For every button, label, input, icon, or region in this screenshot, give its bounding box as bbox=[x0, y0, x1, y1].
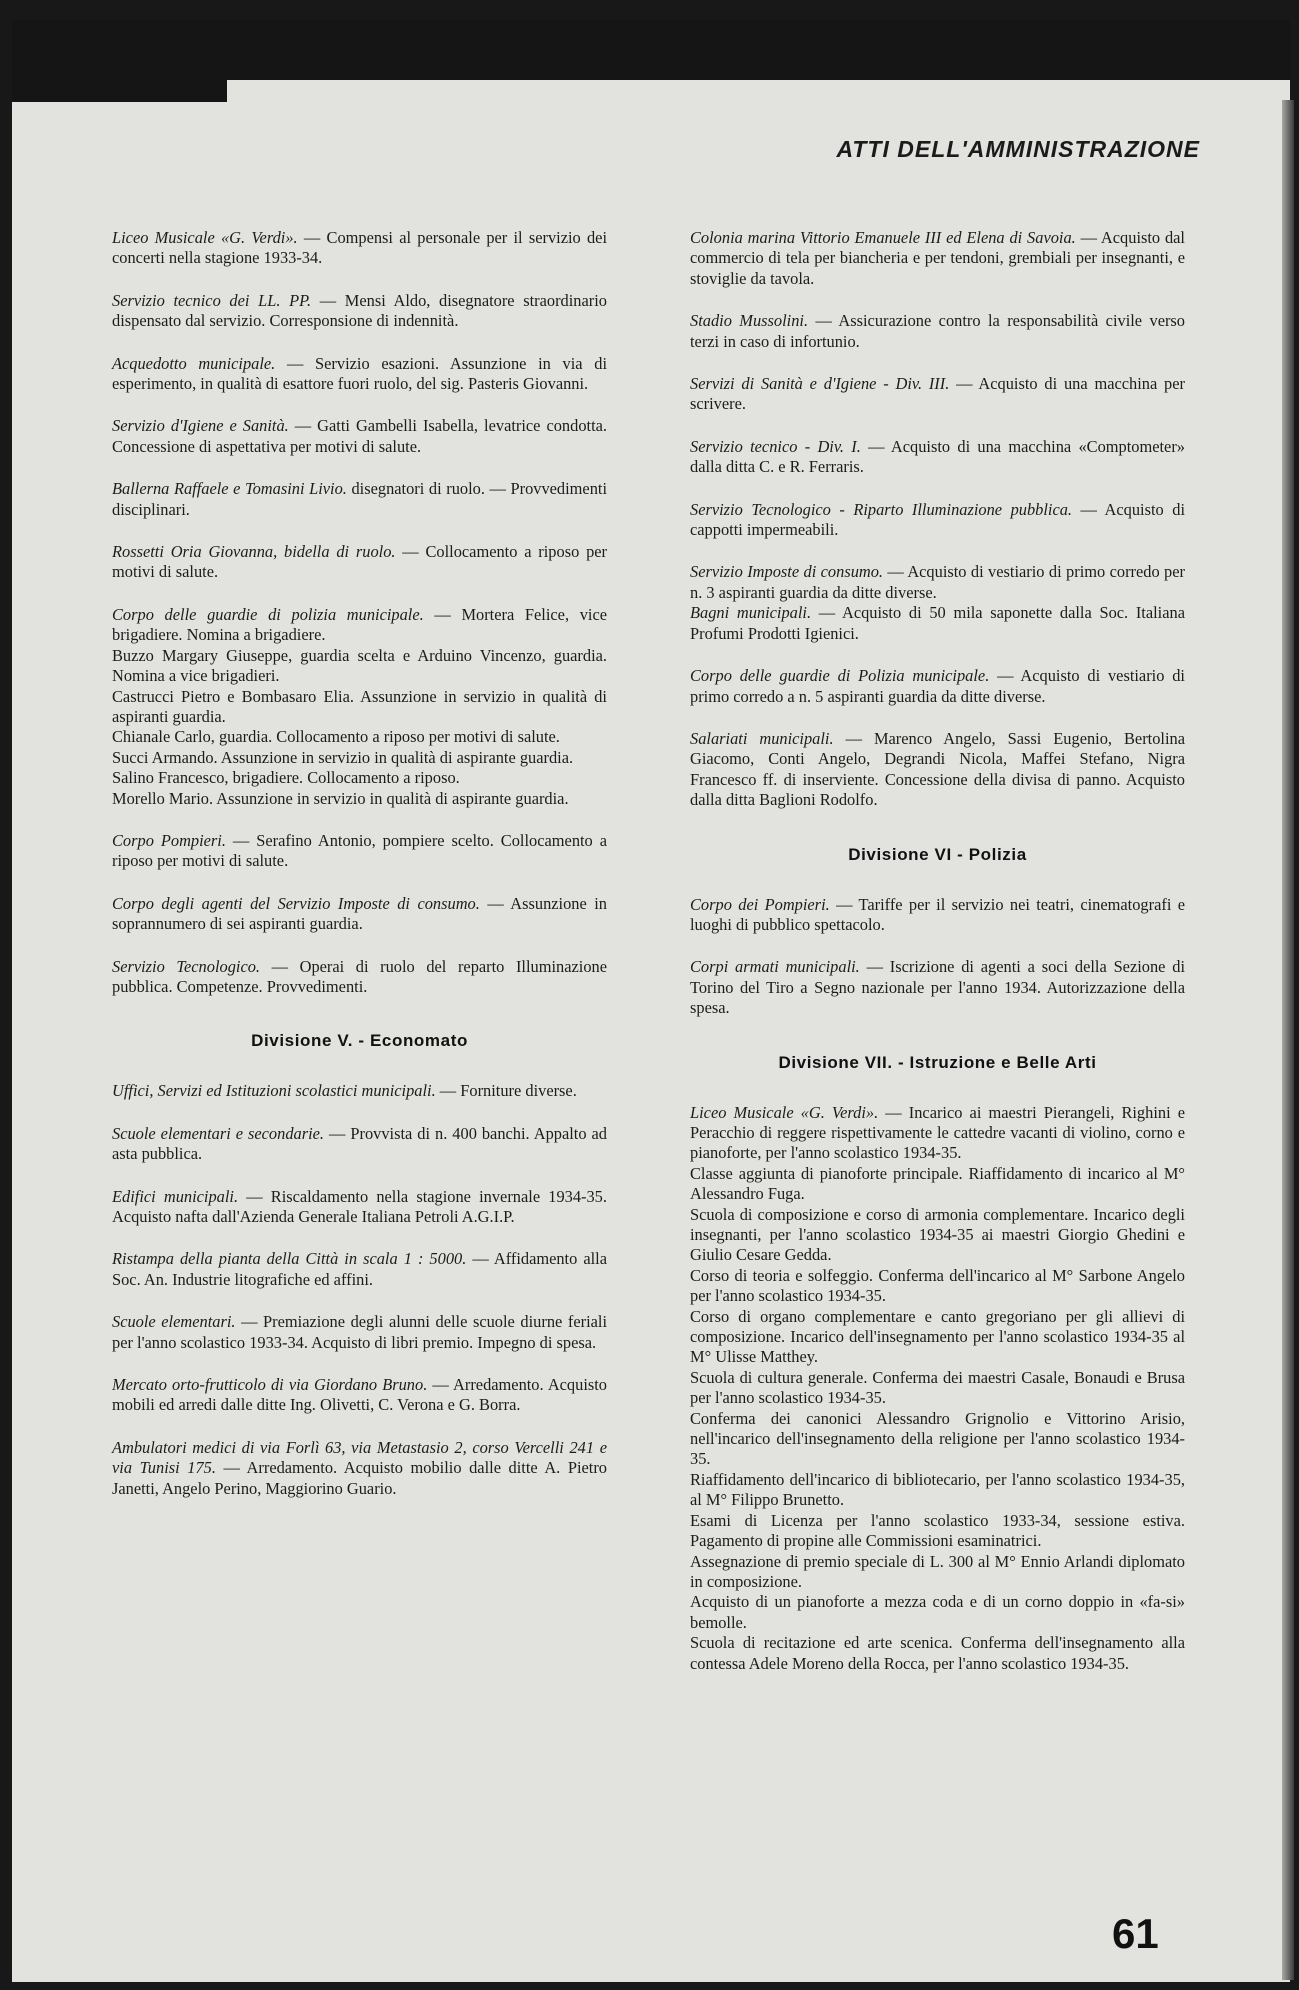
entry-heading: Servizi di Sanità e d'Igiene - Div. III. bbox=[690, 374, 950, 394]
entry-heading: Corpo dei Pompieri. bbox=[690, 894, 830, 914]
entry-paragraph bbox=[690, 311, 1185, 352]
entry-heading: Bagni municipali. bbox=[690, 603, 812, 623]
entry-paragraph bbox=[112, 1438, 607, 1499]
entry-subline: Salino Francesco, brigadiere. Collocamento a riposo. bbox=[112, 768, 460, 788]
entry-subline: Succi Armando. Assunzione in servizio in qualità di aspirante guardia. bbox=[112, 747, 574, 767]
scan-top-border-notch bbox=[12, 20, 227, 102]
entry-heading: Acquedotto municipale. bbox=[112, 353, 276, 373]
entry-text: — Mortera Felice, vice brigadiere. Nomina a brigadiere. bbox=[112, 604, 607, 645]
entry-heading: Ambulatori medici di via Forlì 63, via Metastasio 2, corso Vercelli 241 e via Tunisi 175. bbox=[112, 1437, 607, 1478]
entry-subline: Castrucci Pietro e Bombasaro Elia. Assunzione in servizio in qualità di aspiranti guardia. bbox=[112, 686, 607, 726]
entry-text: — Assunzione in soprannumero di sei aspiranti guardia. bbox=[112, 893, 607, 934]
entry-paragraph bbox=[112, 605, 607, 809]
entry-subline: Assegnazione di premio speciale di L. 300 al M° Ennio Arlandi diplomato in composizione. bbox=[690, 1551, 1185, 1591]
entry-text: — Riscaldamento nella stagione invernale 1934-35. Acquisto nafta dall'Azienda Generale Italiana Petroli A.G.I.P. bbox=[112, 1186, 607, 1226]
entry-paragraph bbox=[112, 1124, 607, 1165]
entry-subline: Acquisto di un pianoforte a mezza coda e di un corno doppio in «fa-si» bemolle. bbox=[690, 1592, 1185, 1632]
entry-text: — Mensi Aldo, disegnatore straordinario dispensato dal servizio. Corresponsione di indennità. bbox=[112, 290, 607, 331]
entry-heading: Servizio tecnico - Div. I. bbox=[690, 436, 861, 456]
entry-paragraph bbox=[112, 1081, 607, 1101]
entry-paragraph bbox=[112, 479, 607, 520]
entry-heading: Scuole elementari. bbox=[112, 1312, 236, 1332]
entry-paragraph bbox=[690, 500, 1185, 541]
entry-subline: Morello Mario. Assunzione in servizio in qualità di aspirante guardia. bbox=[112, 788, 569, 808]
entry-subline: Buzzo Margary Giuseppe, guardia scelta e Arduino Vincenzo, guardia. Nomina a vice brigadieri. bbox=[112, 645, 607, 686]
entry-text: disegnatori di ruolo. — Provvedimenti disciplinari. bbox=[112, 479, 608, 519]
entry-paragraph bbox=[690, 562, 1185, 644]
entry-subline: Scuola di composizione e corso di armonia complementare. Incarico degli insegnanti, per l'anno scolastico 1934-35 ai maestri Giorgio Ghedini e Giulio Cesare Gedda. bbox=[690, 1204, 1185, 1265]
entry-heading: Corpo Pompieri. bbox=[112, 830, 226, 850]
scan-right-edge bbox=[1282, 100, 1294, 1980]
document-page bbox=[12, 20, 1290, 1982]
entry-paragraph bbox=[112, 957, 607, 998]
entry-text: — Servizio esazioni. Assunzione in via di esperimento, in qualità di esattore fuori ruolo, del sig. Pasteris Giovanni. bbox=[112, 353, 608, 394]
entry-heading: Corpi armati municipali. bbox=[690, 957, 860, 977]
entry-subline: Esami di Licenza per l'anno scolastico 1933-34, sessione estiva. Pagamento di propine alle Commissioni esaminatrici. bbox=[690, 1510, 1185, 1551]
entry-heading: Corpo delle guardie di Polizia municipale. bbox=[690, 666, 990, 686]
entry-heading: Stadio Mussolini. bbox=[690, 311, 809, 331]
entry-paragraph bbox=[112, 291, 607, 332]
entry-heading: Servizio Tecnologico. bbox=[112, 956, 261, 976]
entry-heading: Scuole elementari e secondarie. bbox=[112, 1123, 325, 1143]
entry-text: — Acquisto di vestiario di primo corredo a n. 5 aspiranti guardia da ditte diverse. bbox=[690, 666, 1185, 706]
entry-text: — Affidamento alla Soc. An. Industrie litografiche ed affini. bbox=[112, 1249, 607, 1289]
entry-heading: Corpo degli agenti del Servizio Imposte di consumo. bbox=[112, 893, 480, 913]
entry-paragraph bbox=[112, 354, 607, 395]
entry-text: — Serafino Antonio, pompiere scelto. Collocamento a riposo per motivi di salute. bbox=[112, 830, 607, 871]
entry-text: — Acquisto di una macchina «Comptometer» dalla ditta C. e R. Ferraris. bbox=[690, 436, 1185, 477]
entry-heading: Colonia marina Vittorio Emanuele III ed Elena di Savoia. bbox=[690, 228, 1076, 247]
entry-paragraph bbox=[690, 437, 1185, 478]
entry-text: — Gatti Gambelli Isabella, levatrice condotta. Concessione di aspettativa per motivi di salute. bbox=[112, 416, 608, 456]
right-column bbox=[690, 228, 1185, 1696]
running-header: ATTI DELL'AMMINISTRAZIONE bbox=[836, 136, 1200, 162]
entry-heading: Corpo delle guardie di polizia municipale. bbox=[112, 604, 424, 624]
entry-subline: Scuola di recitazione ed arte scenica. Conferma dell'insegnamento alla contessa Adele Moreno della Rocca, per l'anno scolastico 1934-35. bbox=[690, 1633, 1185, 1673]
entry-paragraph bbox=[112, 1312, 607, 1353]
entry-text: — Acquisto dal commercio di tela per biancheria e per tendoni, grembiali per insegnanti, e stoviglie da tavola. bbox=[690, 228, 1185, 288]
entry-heading: Servizio tecnico dei LL. PP. bbox=[112, 290, 312, 310]
entry-heading: Edifici municipali. bbox=[112, 1186, 239, 1206]
entry-paragraph bbox=[112, 1187, 607, 1228]
entry-text: — Operai di ruolo del reparto Illuminazione pubblica. Competenze. Provvedimenti. bbox=[112, 956, 607, 996]
entry-subline: Chianale Carlo, guardia. Collocamento a riposo per motivi di salute. bbox=[112, 727, 560, 747]
entry-paragraph bbox=[690, 895, 1185, 936]
page-number: 61 bbox=[1112, 1910, 1159, 1957]
entry-heading: Liceo Musicale «G. Verdi». bbox=[690, 1102, 879, 1122]
entry-paragraph bbox=[690, 1103, 1185, 1674]
entry-paragraph bbox=[690, 228, 1185, 289]
entry-text: — Acquisto di cappotti impermeabili. bbox=[690, 499, 1186, 540]
entry-paragraph bbox=[112, 1375, 607, 1416]
entry-text: — Acquisto di una macchina per scrivere. bbox=[690, 374, 1185, 414]
entry-paragraph bbox=[112, 1249, 607, 1290]
entry-heading: Liceo Musicale «G. Verdi». bbox=[112, 228, 298, 247]
entry-paragraph bbox=[112, 228, 607, 269]
entry-paragraph bbox=[112, 542, 607, 583]
entry-text: — Compensi al personale per il servizio dei concerti nella stagione 1933-34. bbox=[112, 228, 607, 268]
entry-paragraph bbox=[690, 374, 1185, 415]
entry-text: — Incarico ai maestri Pierangeli, Righini e Peracchio di reggere rispettivamente le cattedre vacanti di violino, corno e pianoforte, per l'anno scolastico 1934-35. bbox=[690, 1102, 1185, 1163]
entry-heading: Servizio d'Igiene e Sanità. bbox=[112, 416, 289, 436]
entry-subline: Riaffidamento dell'incarico di bibliotecario, per l'anno scolastico 1934-35, al M° Filippo Brunetto. bbox=[690, 1469, 1185, 1510]
division-heading: Divisione V. - Economato bbox=[251, 1031, 468, 1051]
entry-paragraph bbox=[690, 957, 1185, 1018]
entry-text: — Premiazione degli alunni delle scuole diurne feriali per l'anno scolastico 1933-34. Acquisto di libri premio. Impegno di spesa. bbox=[112, 1312, 608, 1352]
entry-text: — Assicurazione contro la responsabilità civile verso terzi in caso di infortunio. bbox=[690, 311, 1185, 351]
entry-text: — Arredamento. Acquisto mobilio dalle ditte A. Pietro Janetti, Angelo Perino, Maggiorino Guario. bbox=[112, 1458, 607, 1498]
entry-text: — Acquisto di vestiario di primo corredo per n. 3 aspiranti guardia da ditte diverse. bbox=[690, 562, 1185, 602]
entry-paragraph bbox=[112, 831, 607, 872]
entry-subline: Corso di teoria e solfeggio. Conferma dell'incarico al M° Sarbone Angelo per l'anno scolastico 1934-35. bbox=[690, 1265, 1185, 1306]
left-column bbox=[112, 228, 607, 1521]
entry-text: — Forniture diverse. bbox=[435, 1081, 577, 1101]
entry-subline: Scuola di cultura generale. Conferma dei maestri Casale, Bonaudi e Brusa per l'anno scolastico 1934-35. bbox=[690, 1367, 1185, 1408]
entry-subline: Conferma dei canonici Alessandro Grignolio e Vittorino Arisio, nell'incarico dell'insegnamento della religione per l'anno scolastico 1934-35. bbox=[690, 1408, 1185, 1469]
entry-text: — Acquisto di 50 mila saponette dalla Soc. Italiana Profumi Prodotti Igienici. bbox=[690, 603, 1185, 643]
entry-heading: Servizio Imposte di consumo. bbox=[690, 562, 884, 582]
entry-heading: Mercato orto-frutticolo di via Giordano Bruno. bbox=[112, 1375, 428, 1395]
entry-heading: Ballerna Raffaele e Tomasini Livio. bbox=[112, 479, 347, 499]
division-heading: Divisione VI - Polizia bbox=[848, 844, 1027, 864]
entry-heading: Rossetti Oria Giovanna, bidella di ruolo. bbox=[112, 542, 396, 562]
entry-text: — Iscrizione di agenti a soci della Sezione di Torino del Tiro a Segno nazionale per l'anno 1934. Autorizzazione della spesa. bbox=[690, 957, 1186, 1018]
entry-heading: Uffici, Servizi ed Istituzioni scolastici municipali. bbox=[112, 1081, 436, 1101]
entry-paragraph bbox=[112, 416, 607, 457]
entry-subline: Classe aggiunta di pianoforte principale. Riaffidamento di incarico al M° Alessandro Fuga. bbox=[690, 1163, 1185, 1204]
entry-text: — Collocamento a riposo per motivi di salute. bbox=[112, 542, 607, 582]
entry-heading: Ristampa della pianta della Città in scala 1 : 5000. bbox=[112, 1249, 467, 1269]
entry-text: — Tariffe per il servizio nei teatri, cinematografi e luoghi di pubblico spettacolo. bbox=[690, 894, 1185, 934]
entry-paragraph bbox=[690, 729, 1185, 811]
division-heading: Divisione VII. - Istruzione e Belle Arti bbox=[778, 1052, 1097, 1072]
entry-paragraph bbox=[690, 666, 1185, 707]
entry-text: — Marenco Angelo, Sassi Eugenio, Bertolina Giacomo, Conti Angelo, Degrandi Nicola, Maffei Stefano, Nigra Francesco ff. di inserviente. Concessione della divisa di panno. Acquisto dalla ditta Baglioni Rodolfo. bbox=[690, 728, 1185, 810]
entry-paragraph bbox=[112, 894, 607, 935]
entry-text: — Provvista di n. 400 banchi. Appalto ad asta pubblica. bbox=[112, 1123, 607, 1164]
entry-heading: Salariati municipali. bbox=[690, 728, 834, 748]
entry-heading: Servizio Tecnologico - Riparto Illuminazione pubblica. bbox=[690, 499, 1073, 519]
entry-subline: Corso di organo complementare e canto gregoriano per gli allievi di composizione. Incarico dell'insegnamento per l'anno scolastico 1934-35 al M° Ulisse Matthey. bbox=[690, 1306, 1185, 1367]
entry-text: — Arredamento. Acquisto mobili ed arredi dalle ditte Ing. Olivetti, C. Verona e G. Borra. bbox=[112, 1375, 608, 1415]
